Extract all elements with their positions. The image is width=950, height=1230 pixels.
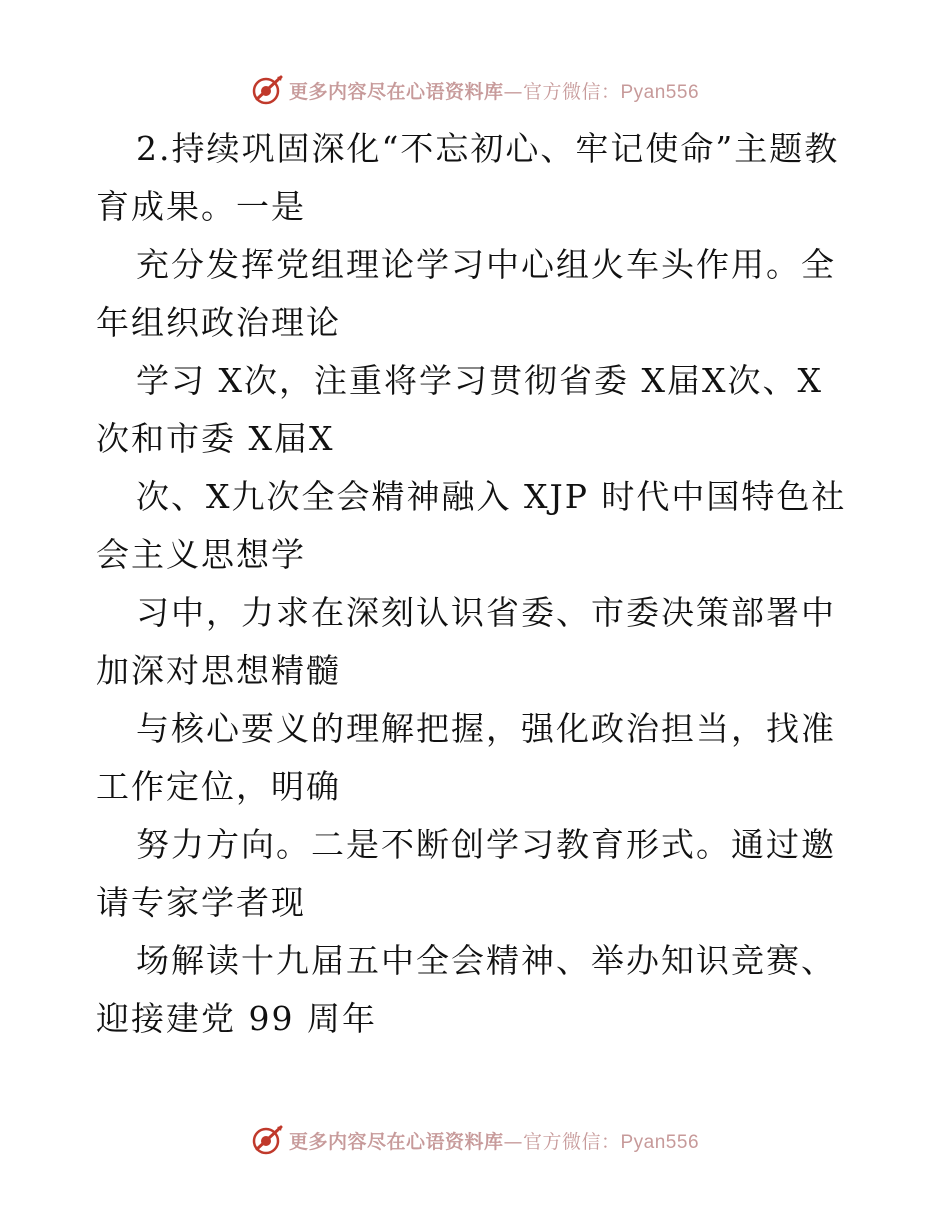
header-wechat-handle: Pyan556 — [620, 81, 700, 103]
line-16: 接建党 99 周年 — [131, 999, 377, 1038]
header-official-label: 官方微信： — [522, 80, 621, 103]
paragraph-4 — [96, 468, 856, 584]
line-8: 会主义思想学 — [96, 535, 306, 574]
paragraph-2 — [96, 236, 856, 352]
line-5: 学习 X次，注重将学习贯彻省委 X届X次、X次 — [96, 361, 823, 458]
footer-wechat-handle: Pyan556 — [620, 1131, 700, 1153]
paragraph-8 — [96, 932, 856, 1048]
paragraph-1 — [96, 120, 856, 236]
header-dash: — — [503, 80, 523, 103]
paragraph-3 — [96, 352, 856, 468]
header-brand-text: 更多内容尽在心语资料库 — [288, 80, 504, 103]
line-9: 习中，力求在深刻认识省委、市委决策部署中加 — [96, 593, 836, 690]
header-watermark — [0, 70, 950, 110]
line-10: 深对思想精髓 — [131, 651, 341, 690]
brand-logo-icon — [251, 1123, 285, 1157]
line-15: 场解读十九届五中全会精神、举办知识竞赛、迎 — [96, 941, 836, 1038]
header-banner-text — [289, 77, 699, 104]
paragraph-7 — [96, 816, 856, 932]
line-6: 和市委 X届X — [131, 419, 335, 458]
footer-official-label: 官方微信： — [522, 1130, 621, 1153]
line-7: 次、X九次全会精神融入 XJP 时代中国特色社 — [136, 477, 847, 516]
line-12: 作定位，明确 — [131, 767, 341, 806]
brand-logo-icon — [251, 73, 285, 107]
line-13: 努力方向。二是不断创学习教育形式。通过邀请 — [96, 825, 836, 922]
footer-banner-text — [289, 1127, 699, 1154]
footer-dash: — — [503, 1130, 523, 1153]
paragraph-6 — [96, 700, 856, 816]
line-14: 专家学者现 — [131, 883, 306, 922]
line-11: 与核心要义的理解把握，强化政治担当，找准工 — [96, 709, 836, 806]
footer-watermark — [0, 1120, 950, 1160]
line-3: 充分发挥党组理论学习中心组火车头作用。全年 — [96, 245, 836, 342]
line-4: 组织政治理论 — [131, 303, 341, 342]
paragraph-5 — [96, 584, 856, 700]
line-1: 2.持续巩固深化“不忘初心、牢记使命”主题教 — [136, 129, 840, 168]
footer-brand-text: 更多内容尽在心语资料库 — [288, 1130, 504, 1153]
document-body — [96, 120, 856, 1048]
line-2: 育成果。一是 — [96, 187, 306, 226]
